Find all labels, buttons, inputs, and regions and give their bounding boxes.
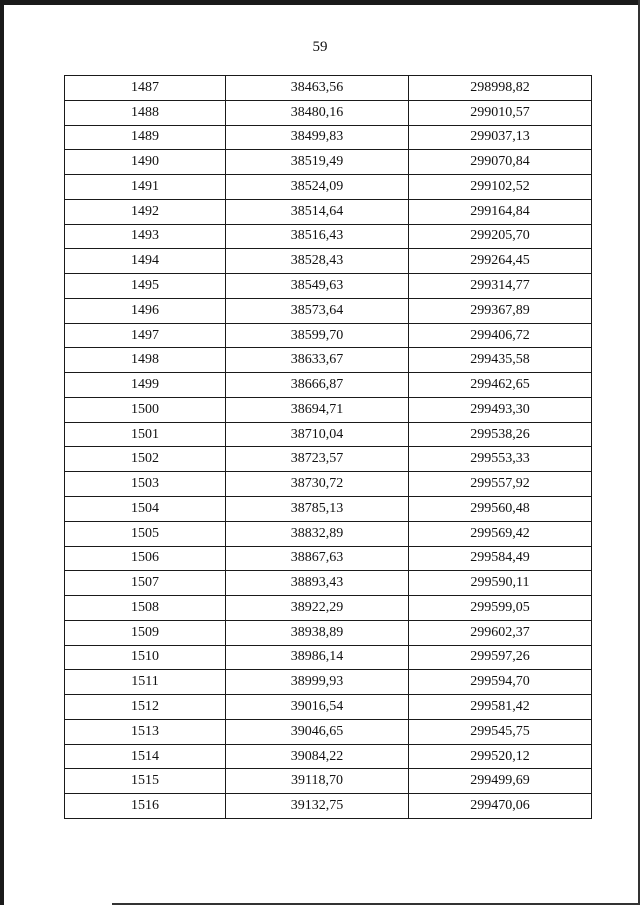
point-number-cell: 1502 xyxy=(65,447,226,472)
point-number-cell: 1494 xyxy=(65,249,226,274)
point-number-cell: 1508 xyxy=(65,596,226,621)
table-row xyxy=(65,769,592,794)
table-row xyxy=(65,348,592,373)
y-coordinate-cell: 299590,11 xyxy=(409,571,592,596)
y-coordinate-cell: 299010,57 xyxy=(409,100,592,125)
y-coordinate-cell: 299569,42 xyxy=(409,521,592,546)
point-number-cell: 1507 xyxy=(65,571,226,596)
y-coordinate-cell: 299493,30 xyxy=(409,397,592,422)
x-coordinate-cell: 38516,43 xyxy=(226,224,409,249)
y-coordinate-cell: 299102,52 xyxy=(409,175,592,200)
x-coordinate-cell: 39084,22 xyxy=(226,744,409,769)
x-coordinate-cell: 39016,54 xyxy=(226,695,409,720)
y-coordinate-cell: 299164,84 xyxy=(409,199,592,224)
y-coordinate-cell: 299584,49 xyxy=(409,546,592,571)
table-row xyxy=(65,175,592,200)
x-coordinate-cell: 38499,83 xyxy=(226,125,409,150)
x-coordinate-cell: 38922,29 xyxy=(226,596,409,621)
table-row xyxy=(65,150,592,175)
x-coordinate-cell: 38514,64 xyxy=(226,199,409,224)
table-row xyxy=(65,274,592,299)
x-coordinate-cell: 38524,09 xyxy=(226,175,409,200)
table-row xyxy=(65,76,592,101)
point-number-cell: 1512 xyxy=(65,695,226,720)
table-row xyxy=(65,719,592,744)
coordinates-table-body xyxy=(65,76,592,819)
y-coordinate-cell: 299205,70 xyxy=(409,224,592,249)
x-coordinate-cell: 38519,49 xyxy=(226,150,409,175)
table-row xyxy=(65,422,592,447)
x-coordinate-cell: 38694,71 xyxy=(226,397,409,422)
x-coordinate-cell: 38986,14 xyxy=(226,645,409,670)
y-coordinate-cell: 299499,69 xyxy=(409,769,592,794)
x-coordinate-cell: 38893,43 xyxy=(226,571,409,596)
x-coordinate-cell: 38785,13 xyxy=(226,497,409,522)
y-coordinate-cell: 299581,42 xyxy=(409,695,592,720)
y-coordinate-cell: 299538,26 xyxy=(409,422,592,447)
page-number: 59 xyxy=(312,39,328,55)
table-row xyxy=(65,397,592,422)
x-coordinate-cell: 38730,72 xyxy=(226,472,409,497)
x-coordinate-cell: 38723,57 xyxy=(226,447,409,472)
point-number-cell: 1488 xyxy=(65,100,226,125)
x-coordinate-cell: 38599,70 xyxy=(226,323,409,348)
x-coordinate-cell: 38710,04 xyxy=(226,422,409,447)
point-number-cell: 1487 xyxy=(65,76,226,101)
point-number-cell: 1493 xyxy=(65,224,226,249)
x-coordinate-cell: 38480,16 xyxy=(226,100,409,125)
table-row xyxy=(65,620,592,645)
y-coordinate-cell: 299560,48 xyxy=(409,497,592,522)
point-number-cell: 1496 xyxy=(65,298,226,323)
x-coordinate-cell: 38867,63 xyxy=(226,546,409,571)
point-number-cell: 1499 xyxy=(65,373,226,398)
point-number-cell: 1509 xyxy=(65,620,226,645)
table-row xyxy=(65,546,592,571)
y-coordinate-cell: 299553,33 xyxy=(409,447,592,472)
table-row xyxy=(65,472,592,497)
table-row xyxy=(65,249,592,274)
table-row xyxy=(65,199,592,224)
point-number-cell: 1490 xyxy=(65,150,226,175)
table-row xyxy=(65,670,592,695)
x-coordinate-cell: 39118,70 xyxy=(226,769,409,794)
table-row xyxy=(65,100,592,125)
x-coordinate-cell: 38999,93 xyxy=(226,670,409,695)
y-coordinate-cell: 299462,65 xyxy=(409,373,592,398)
y-coordinate-cell: 299406,72 xyxy=(409,323,592,348)
table-row xyxy=(65,794,592,819)
point-number-cell: 1513 xyxy=(65,719,226,744)
y-coordinate-cell: 299545,75 xyxy=(409,719,592,744)
table-row xyxy=(65,695,592,720)
point-number-cell: 1491 xyxy=(65,175,226,200)
point-number-cell: 1489 xyxy=(65,125,226,150)
table-row xyxy=(65,497,592,522)
point-number-cell: 1503 xyxy=(65,472,226,497)
y-coordinate-cell: 299264,45 xyxy=(409,249,592,274)
x-coordinate-cell: 38938,89 xyxy=(226,620,409,645)
point-number-cell: 1516 xyxy=(65,794,226,819)
y-coordinate-cell: 299599,05 xyxy=(409,596,592,621)
y-coordinate-cell: 299594,70 xyxy=(409,670,592,695)
x-coordinate-cell: 39046,65 xyxy=(226,719,409,744)
y-coordinate-cell: 299435,58 xyxy=(409,348,592,373)
table-row xyxy=(65,447,592,472)
table-row xyxy=(65,125,592,150)
point-number-cell: 1495 xyxy=(65,274,226,299)
point-number-cell: 1504 xyxy=(65,497,226,522)
y-coordinate-cell: 299602,37 xyxy=(409,620,592,645)
x-coordinate-cell: 38666,87 xyxy=(226,373,409,398)
y-coordinate-cell: 299367,89 xyxy=(409,298,592,323)
point-number-cell: 1515 xyxy=(65,769,226,794)
point-number-cell: 1497 xyxy=(65,323,226,348)
x-coordinate-cell: 39132,75 xyxy=(226,794,409,819)
y-coordinate-cell: 299070,84 xyxy=(409,150,592,175)
table-row xyxy=(65,571,592,596)
x-coordinate-cell: 38633,67 xyxy=(226,348,409,373)
table-row xyxy=(65,224,592,249)
point-number-cell: 1501 xyxy=(65,422,226,447)
y-coordinate-cell: 299557,92 xyxy=(409,472,592,497)
table-row xyxy=(65,645,592,670)
y-coordinate-cell: 299037,13 xyxy=(409,125,592,150)
point-number-cell: 1500 xyxy=(65,397,226,422)
point-number-cell: 1510 xyxy=(65,645,226,670)
table-row xyxy=(65,298,592,323)
y-coordinate-cell: 299597,26 xyxy=(409,645,592,670)
scan-border-top xyxy=(0,0,640,5)
table-row xyxy=(65,744,592,769)
y-coordinate-cell: 298998,82 xyxy=(409,76,592,101)
point-number-cell: 1511 xyxy=(65,670,226,695)
y-coordinate-cell: 299520,12 xyxy=(409,744,592,769)
point-number-cell: 1492 xyxy=(65,199,226,224)
coordinates-table xyxy=(64,75,592,819)
x-coordinate-cell: 38528,43 xyxy=(226,249,409,274)
x-coordinate-cell: 38549,63 xyxy=(226,274,409,299)
point-number-cell: 1505 xyxy=(65,521,226,546)
table-row xyxy=(65,323,592,348)
x-coordinate-cell: 38573,64 xyxy=(226,298,409,323)
x-coordinate-cell: 38463,56 xyxy=(226,76,409,101)
point-number-cell: 1506 xyxy=(65,546,226,571)
point-number-cell: 1514 xyxy=(65,744,226,769)
table-row xyxy=(65,521,592,546)
y-coordinate-cell: 299470,06 xyxy=(409,794,592,819)
table-row xyxy=(65,596,592,621)
y-coordinate-cell: 299314,77 xyxy=(409,274,592,299)
point-number-cell: 1498 xyxy=(65,348,226,373)
scan-border-left xyxy=(0,0,4,905)
table-row xyxy=(65,373,592,398)
x-coordinate-cell: 38832,89 xyxy=(226,521,409,546)
